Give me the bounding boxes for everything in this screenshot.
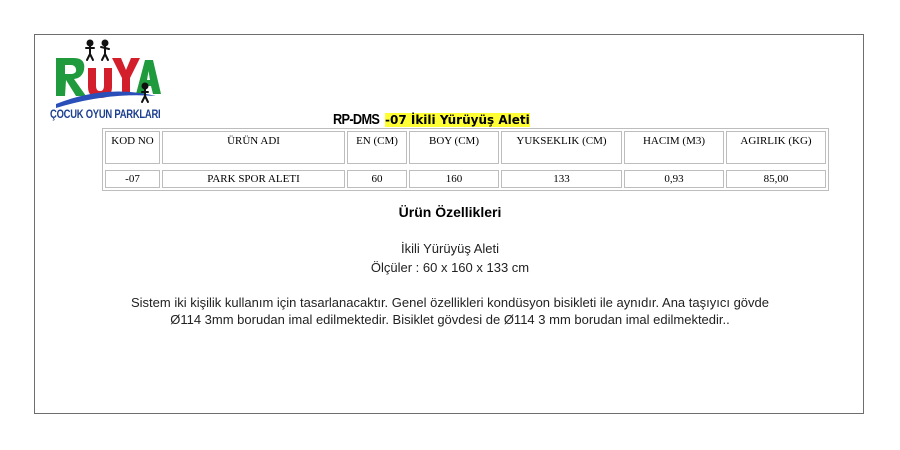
features-product-name: İkili Yürüyüş Aleti xyxy=(400,241,500,256)
cell-boy: 160 xyxy=(409,170,499,188)
header-boy: BOY (CM) xyxy=(409,131,499,164)
cell-urun-adi: PARK SPOR ALETI xyxy=(162,170,345,188)
header-en: EN (CM) xyxy=(347,131,407,164)
header-urun-adi: ÜRÜN ADI xyxy=(162,131,345,164)
header-kod-no: KOD NO xyxy=(105,131,160,164)
table-row xyxy=(105,170,826,188)
cell-yukseklik: 133 xyxy=(501,170,622,188)
header-yukseklik: YUKSEKLIK (CM) xyxy=(501,131,622,164)
cell-hacim: 0,93 xyxy=(624,170,724,188)
cell-kod-no: -07 xyxy=(105,170,160,188)
logo-subtitle: ÇOCUK OYUN PARKLARI xyxy=(50,109,161,121)
brand-logo xyxy=(50,38,162,128)
cell-en: 60 xyxy=(347,170,407,188)
features-heading: Ürün Özellikleri xyxy=(398,204,502,220)
table-header-row xyxy=(105,131,826,164)
cell-agirlik: 85,00 xyxy=(726,170,826,188)
product-code: RP-DMS xyxy=(333,111,380,128)
header-agirlik: AGIRLIK (KG) xyxy=(726,131,826,164)
features-dimensions: Ölçüler : 60 x 160 x 133 cm xyxy=(370,260,530,275)
ruya-logo-icon xyxy=(50,38,162,110)
header-hacim: HACIM (M3) xyxy=(624,131,724,164)
product-name-highlight: -07 İkili Yürüyüş Aleti xyxy=(385,113,530,127)
features-description: Sistem iki kişilik kullanım için tasarlanacaktır. Genel özellikleri kondüsyon bisikleti ile aynıdır. Ana taşıyıcı gövde Ø114 3mm borudan imal edilmektedir. Bisiklet gövdesi de Ø114 3 mm borudan imal edilmektedir.. xyxy=(130,295,769,327)
product-title xyxy=(333,111,530,128)
spec-table xyxy=(102,128,829,191)
table-spacer-row xyxy=(105,166,826,168)
